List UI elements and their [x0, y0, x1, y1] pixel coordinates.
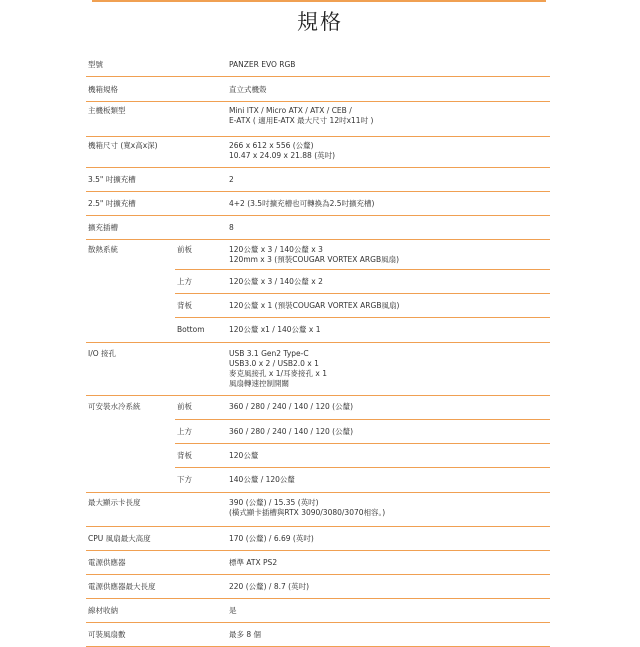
sub-row-value: 360 / 280 / 240 / 140 / 120 (公釐) [229, 427, 353, 436]
sub-row [86, 444, 550, 468]
row-value: 266 x 612 x 556 (公釐) 10.47 x 24.09 x 21.88 (英吋) [229, 141, 336, 160]
table-row [86, 551, 550, 575]
sub-row [86, 468, 550, 492]
sub-row-position: Bottom [177, 325, 205, 334]
row-value: 170 (公釐) / 6.69 (英吋) [229, 534, 314, 543]
row-value: 220 (公釐) / 8.7 (英吋) [229, 582, 310, 591]
table-row [86, 623, 550, 647]
row-label: 主機板類型 [88, 106, 126, 115]
row-label: 最大顯示卡長度 [88, 498, 141, 507]
sub-row [86, 240, 550, 270]
row-value: 直立式機殼 [229, 85, 267, 94]
table-row [86, 102, 550, 137]
row-label: I/O 接孔 [88, 349, 117, 358]
sub-row [86, 318, 550, 341]
sub-row [86, 270, 550, 294]
row-label: 電源供應器 [88, 558, 126, 567]
sub-row-value: 120公釐 [229, 451, 259, 460]
table-row [86, 493, 550, 527]
row-value: Mini ITX / Micro ATX / ATX / CEB / E-ATX ( 適用E-ATX 最大尺寸 12吋x11吋 ) [229, 106, 374, 125]
row-value: 標準 ATX PS2 [229, 558, 278, 567]
row-label: 擴充插槽 [88, 223, 118, 232]
row-label: 2.5" 吋擴充槽 [88, 199, 136, 208]
row-label: 型號 [88, 60, 103, 69]
row-label: 可安裝水冷系統 [88, 402, 141, 411]
row-value: 2 [229, 175, 234, 184]
table-row [86, 240, 550, 343]
row-value: 390 (公釐) / 15.35 (英吋) (橫式顯卡插槽與RTX 3090/3080/3070相容。) [229, 498, 386, 517]
row-value: 4+2 (3.5吋擴充槽也可轉換為2.5吋擴充槽) [229, 199, 375, 208]
row-value: 8 [229, 223, 234, 232]
table-row [86, 216, 550, 240]
page-title: 規格 [297, 10, 343, 34]
sub-row-position: 上方 [177, 277, 192, 286]
row-label: 散熱系統 [88, 245, 118, 254]
table-row [86, 343, 550, 396]
sub-row [86, 420, 550, 444]
table-row [86, 52, 550, 77]
table-row [86, 77, 550, 102]
sub-row [86, 294, 550, 318]
sub-row-value: 360 / 280 / 240 / 140 / 120 (公釐) [229, 402, 353, 411]
sub-row-position: 背板 [177, 451, 192, 460]
row-value: PANZER EVO RGB [229, 60, 296, 69]
sub-row-value: 120公釐 x 1 (預裝COUGAR VORTEX ARGB風扇) [229, 301, 400, 310]
sub-row-position: 背板 [177, 301, 192, 310]
sub-row-position: 前板 [177, 245, 192, 254]
spec-table [86, 52, 550, 647]
table-row [86, 527, 550, 551]
sub-row [86, 396, 550, 420]
row-label: 機箱規格 [88, 85, 118, 94]
sub-row-value: 120公釐 x1 / 140公釐 x 1 [229, 325, 321, 334]
row-value: 是 [229, 606, 237, 615]
top-accent-line [92, 0, 546, 2]
sub-row-value: 140公釐 / 120公釐 [229, 475, 295, 484]
row-label: 機箱尺寸 (寬x高x深) [88, 141, 158, 150]
sub-row-position: 前板 [177, 402, 192, 411]
table-row [86, 575, 550, 599]
row-label: 可裝風扇數 [88, 630, 126, 639]
row-label: 3.5" 吋擴充槽 [88, 175, 136, 184]
row-label: CPU 風扇最大高度 [88, 534, 151, 543]
table-row [86, 599, 550, 623]
row-label: 線材收納 [88, 606, 118, 615]
row-value: USB 3.1 Gen2 Type-C USB3.0 x 2 / USB2.0 x 1 麥克風接孔 x 1/耳麥接孔 x 1 風扇轉速控制開關 [229, 349, 327, 388]
table-row [86, 396, 550, 493]
row-value: 最多 8 個 [229, 630, 262, 639]
sub-row-position: 下方 [177, 475, 192, 484]
table-row [86, 137, 550, 168]
sub-row-value: 120公釐 x 3 / 140公釐 x 2 [229, 277, 323, 286]
sub-row-value: 120公釐 x 3 / 140公釐 x 3 120mm x 3 (預裝COUGAR VORTEX ARGB風扇) [229, 245, 400, 264]
row-label: 電源供應器最大長度 [88, 582, 156, 591]
table-row [86, 192, 550, 216]
sub-row-position: 上方 [177, 427, 192, 436]
table-row [86, 168, 550, 192]
